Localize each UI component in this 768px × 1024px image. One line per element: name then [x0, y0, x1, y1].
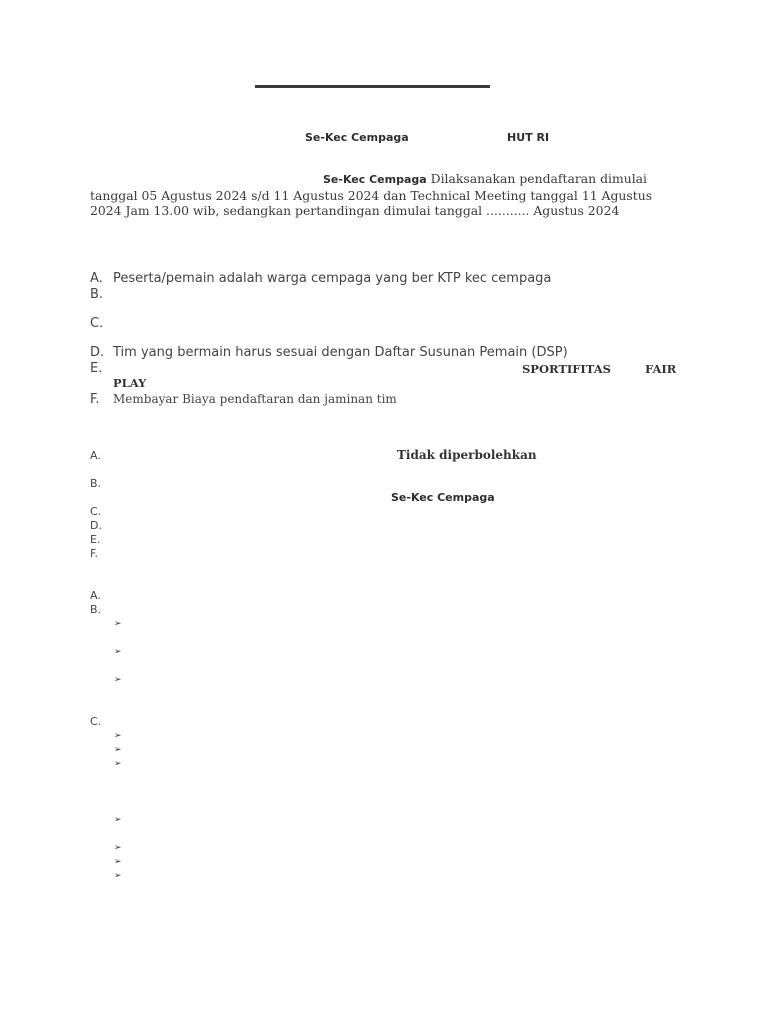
- rule-b: [90, 287, 113, 302]
- rule-b-mark: B.: [90, 287, 104, 302]
- rule-e-word-play: PLAY: [113, 376, 147, 390]
- section3-b-mark: B.: [90, 603, 102, 616]
- intro-line-2: tanggal 05 Agustus 2024 s/d 11 Agustus 2024 dan Technical Meeting tanggal 11 Agustus: [90, 187, 653, 203]
- section2-heading: Tidak diperbolehkan: [397, 448, 537, 462]
- section2-d-mark: D.: [90, 519, 102, 532]
- rule-e-word-sportifitas: SPORTIFITAS: [522, 362, 611, 376]
- section3-a-mark: A.: [90, 589, 101, 602]
- header-right-label: HUT RI: [507, 131, 550, 144]
- title-underline: [255, 85, 490, 88]
- intro-paragraph: [90, 171, 680, 219]
- rule-d-text: Tim yang bermain harus sesuai dengan Daftar Susunan Pemain (DSP): [113, 345, 568, 360]
- header-left-label: Se-Kec Cempaga: [305, 131, 409, 144]
- bullet-arrow-icon: ➢: [114, 647, 122, 657]
- intro-line-3: 2024 Jam 13.00 wib, sedangkan pertandingan dimulai tanggal ........... Agustus 2024: [90, 203, 620, 218]
- intro-line-1: Dilaksanakan pendaftaran dimulai: [430, 171, 648, 186]
- section3-c-mark: C.: [90, 715, 102, 728]
- section2-e-mark: E.: [90, 533, 101, 546]
- rule-d: [90, 345, 568, 360]
- bullet-arrow-icon: ➢: [114, 815, 122, 825]
- bullet-arrow-icon: ➢: [114, 731, 122, 741]
- rule-e: [90, 361, 113, 376]
- section2-a-mark: A.: [90, 449, 101, 462]
- section2-f-mark: F.: [90, 547, 99, 560]
- bullet-arrow-icon: ➢: [114, 857, 122, 867]
- bullet-arrow-icon: ➢: [114, 759, 122, 769]
- section2-b-mark: B.: [90, 477, 102, 490]
- rule-a-mark: A.: [90, 271, 103, 286]
- rule-f-mark: F.: [90, 392, 100, 407]
- intro-lead: Se-Kec Cempaga: [323, 173, 427, 186]
- rule-f-text: Membayar Biaya pendaftaran dan jaminan tim: [113, 392, 397, 406]
- bullet-arrow-icon: ➢: [114, 619, 122, 629]
- section2-c-mark: C.: [90, 505, 102, 518]
- rule-e-mark: E.: [90, 361, 103, 376]
- rule-c: [90, 316, 113, 331]
- rule-f: [90, 392, 397, 407]
- rule-c-mark: C.: [90, 316, 104, 331]
- rule-a: [90, 271, 551, 286]
- section2-sub-label: Se-Kec Cempaga: [391, 491, 495, 504]
- rule-a-text: Peserta/pemain adalah warga cempaga yang ber KTP kec cempaga: [113, 271, 552, 286]
- rule-d-mark: D.: [90, 345, 105, 360]
- bullet-arrow-icon: ➢: [114, 675, 122, 685]
- bullet-arrow-icon: ➢: [114, 843, 122, 853]
- bullet-arrow-icon: ➢: [114, 871, 122, 881]
- rule-e-word-fair: FAIR: [645, 362, 677, 376]
- bullet-arrow-icon: ➢: [114, 745, 122, 755]
